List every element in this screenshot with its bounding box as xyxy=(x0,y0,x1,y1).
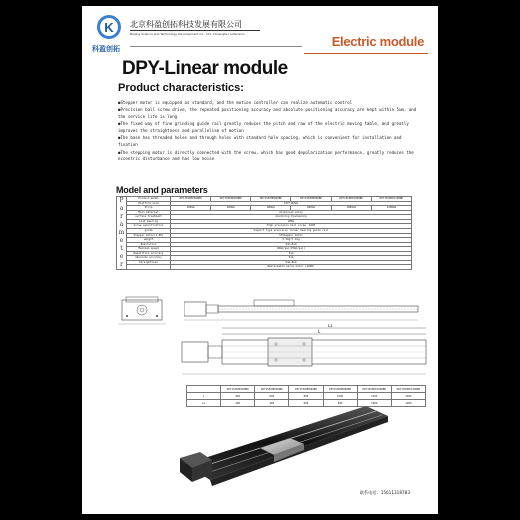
parameter-value: High precision ball screw 1605 xyxy=(171,224,412,229)
company-logo xyxy=(96,14,122,40)
parameter-value: 1000mm xyxy=(331,206,371,211)
parameter-row xyxy=(117,265,412,270)
parameter-label: Absolute accuracy xyxy=(127,256,171,261)
lengths-header-cell: DPY1550HP1200BD xyxy=(391,386,425,393)
feature-item: ●Stepper motor is equipped as standard, and the motion controller can realize automatic control xyxy=(118,100,353,105)
characteristics-heading: Product characteristics: xyxy=(118,82,244,94)
parameter-label: weight xyxy=(127,238,171,243)
parameter-value: 200mm xyxy=(171,206,211,211)
product-photo xyxy=(176,402,396,488)
feature-item: ●The base has threaded holes and through holes with standard hole spacing, which is convenient for installation and fixation xyxy=(118,135,402,148)
feature-item: ●The stepping motor is directly connected with the screw, which has good depolarization performance, greatly reduces the eccentric disturbance and has low noise xyxy=(118,149,414,162)
side-label-letter: e xyxy=(119,253,124,260)
parameter-value: Replaceable servo motor (200W) xyxy=(171,265,412,270)
parameter-value: Support type precision linear bearing guide rail xyxy=(171,228,412,233)
side-label-letter: a xyxy=(119,205,124,212)
parameter-value: 5um~8um xyxy=(171,260,412,265)
lengths-cell: 400 xyxy=(255,400,289,407)
parameter-label: Maximum speed xyxy=(127,247,171,252)
header-divider xyxy=(130,30,260,31)
parameter-value: Anodizing blackening xyxy=(171,215,412,220)
lengths-cell: 495 xyxy=(221,393,255,400)
category-rule-gray xyxy=(130,46,302,47)
model-params-heading: Model and parameters xyxy=(116,185,208,195)
contact-phone: 15611318783 xyxy=(380,490,410,495)
parameter-label: Straightness xyxy=(127,260,171,265)
company-name-en: Beijing Science and Technology Development Co., Ltd. Chuangtuo extension xyxy=(130,32,245,36)
side-label-letter: m xyxy=(118,229,125,236)
lengths-cell: 200 xyxy=(221,400,255,407)
catalog-page xyxy=(82,6,438,514)
dimension-l1: L1 xyxy=(328,324,333,328)
lengths-row xyxy=(187,393,426,400)
side-label-letter: r xyxy=(120,261,123,268)
parameter-value: 1200mm xyxy=(371,206,411,211)
parameter-side-label xyxy=(117,197,127,270)
model-header-cell: DPY1550HP1000BD xyxy=(331,197,371,202)
lengths-cell: 600 xyxy=(289,400,323,407)
parameter-value: 400mm xyxy=(211,206,251,211)
lengths-cell: 1000 xyxy=(357,400,391,407)
parameter-value: 20KG xyxy=(171,219,412,224)
feature-item: ●The fixed way of fine grinding guide rail greatly reduces the pitch and raw of the electric moving table, and greatly improves the straightness and parallelism of motion xyxy=(118,121,409,134)
parameter-table xyxy=(116,196,412,270)
model-label-cell: Product model xyxy=(127,197,171,202)
logo-name: 科盈创拓 xyxy=(92,44,120,53)
parameter-label: Resolution xyxy=(127,242,171,247)
feature-list xyxy=(118,100,418,164)
contact-label: 联系电话： xyxy=(359,490,381,495)
model-header-cell: DPY1550HP400BD xyxy=(211,197,251,202)
parameter-label: Repetition accuracy xyxy=(127,251,171,256)
lengths-header-cell xyxy=(187,386,221,393)
lengths-header-cell: DPY1550HP200BD xyxy=(221,386,255,393)
parameter-value: 800mm xyxy=(291,206,331,211)
lengths-header-cell: DPY1550HP400BD xyxy=(255,386,289,393)
model-header-cell: DPY1550HP800BD xyxy=(291,197,331,202)
parameter-label: surface treatment xyxy=(127,215,171,220)
lengths-header-cell: DPY1550HP600BD xyxy=(289,386,323,393)
parameter-label: Main material xyxy=(127,210,171,215)
parameter-value: 5um xyxy=(171,251,412,256)
contact-line xyxy=(360,490,410,496)
feature-item: ●Precision ball screw drive, the repeated positioning accuracy and absolute positioning accuracy are kept within 5um, and the service life is long xyxy=(118,107,417,120)
model-header-cell: DPY1550HP200BD xyxy=(171,197,211,202)
product-title: DPY-Linear module xyxy=(122,58,288,79)
model-header-cell: DPY1550HP1200BD xyxy=(371,197,411,202)
parameter-value: 150*150mm xyxy=(171,201,412,206)
side-label-letter: e xyxy=(119,237,124,244)
logo-letter: K xyxy=(104,20,114,35)
lengths-header-cell: DPY1550HP1000BD xyxy=(357,386,391,393)
plan-view-drawing xyxy=(178,324,430,382)
lengths-header-cell: DPY1550HP800BD xyxy=(323,386,357,393)
parameter-label: Screw specification xyxy=(127,224,171,229)
dimension-l: L xyxy=(318,329,321,334)
side-label-letter: a xyxy=(119,221,124,228)
parameter-value: 40mm/sec(25mm/sec) xyxy=(171,247,412,252)
lengths-cell: 895 xyxy=(289,393,323,400)
end-view-drawing xyxy=(116,294,168,328)
lengths-cell: 800 xyxy=(323,400,357,407)
parameter-value: 5.5kg/7.1kg xyxy=(171,238,412,243)
lengths-cell: L xyxy=(187,393,221,400)
parameter-value: 57Stepper motor xyxy=(171,233,412,238)
parameter-label xyxy=(127,265,171,270)
parameter-label: Stepper motor(1.8D) xyxy=(127,233,171,238)
parameter-label: Platform size xyxy=(127,201,171,206)
category-title: Electric module xyxy=(331,34,424,49)
side-label-letter: t xyxy=(120,245,123,252)
company-name-cn: 北京科盈创拓科技发展有限公司 xyxy=(130,20,242,29)
side-view-drawing xyxy=(184,296,424,322)
side-label-letter: P xyxy=(119,197,124,204)
parameter-value: 5um xyxy=(171,256,412,261)
lengths-cell: 1295 xyxy=(357,393,391,400)
category-rule-accent xyxy=(304,53,428,54)
parameter-value: Aluminium alloy xyxy=(171,210,412,215)
side-label-letter: r xyxy=(120,213,123,220)
lengths-cell: L1 xyxy=(187,400,221,407)
parameter-label: guide xyxy=(127,228,171,233)
model-header-cell: DPY1550HP600BD xyxy=(251,197,291,202)
lengths-cell: 695 xyxy=(255,393,289,400)
parameter-value: 2um~5um xyxy=(171,242,412,247)
parameter-label: Strip xyxy=(127,206,171,211)
lengths-cell: 1495 xyxy=(391,393,425,400)
lengths-cell: 1200 xyxy=(391,400,425,407)
parameter-label: Load bearing xyxy=(127,219,171,224)
parameter-value: 600mm xyxy=(251,206,291,211)
lengths-cell: 1095 xyxy=(323,393,357,400)
